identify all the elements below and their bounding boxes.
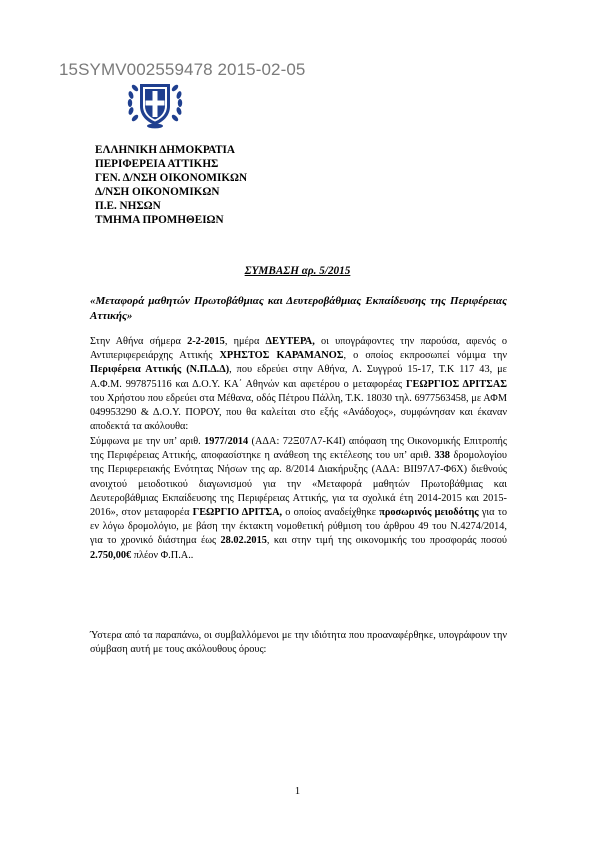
text: δρομολογίου της Περιφερειακής Ενότητας Νήσων της αρ. 8/2014 Διακήρυξης (ΑΔΑ: ΒΙΙ97Λ7-Φ6Χ) διεθνούς ανοιχτού μειοδοτικού διαγωνισμού για την «Μεταφορά μαθητών Πρωτοβάθμιας και Δευτεροβάθμιας Εκπαίδευσης της Περιφέρειας Αττικής, για τα σχολικά έτη 2014-2015 και 2015-2016», στον μεταφορέα: [90, 450, 508, 519]
text: Στην Αθήνα σήμερα: [90, 336, 188, 347]
text: , ο οποίος εκπροσωπεί νόμιμα την: [343, 350, 507, 362]
text: Σύμφωνα με την υπ’ αριθ.: [90, 436, 205, 447]
text: για το εν λόγω δρομολόγιο, με βάση την έκτακτη νομοθετική ρύθμιση του άρθρου 49 του Ν.4274/2014, για το χρονικό διάστημα έως: [90, 507, 507, 547]
weekday: ΔΕΥΤΕΡΑ,: [265, 336, 315, 347]
end-date: 28.02.2015: [220, 535, 267, 547]
intro-paragraph: [90, 335, 507, 434]
terms-intro-paragraph: Ύστερα από τα παραπάνω, οι συμβαλλόμενοι με την ιδιότητα που προαναφέρθηκε, υπογράφουν την σύμβαση αυτή με τους ακόλουθους όρους:: [90, 630, 507, 656]
greek-coat-of-arms-icon: [123, 78, 187, 130]
text: , που εδρεύει στην Αθήνα, Λ. Συγγρού 15-17, Τ.Κ 117 43, με Α.Φ.Μ. 997875116 και Δ.Ο.Υ. ΚΑ΄ Αθηνών και αφετέρου ο μεταφορέας: [90, 364, 507, 390]
authority-name: Περιφέρεια Αττικής (Ν.Π.Δ.Δ): [90, 364, 230, 376]
text: του Χρήστου που εδρεύει στα Μέθανα, οδός Πέτρου Πάλλη, Τ.Κ. 18030 τηλ. 6977563458, με ΑΦΜ 049953290 & Δ.Ο.Υ. ΠΟΡΟΥ, που θα καλείται στο εξής «Ανάδοχος», συμφώνησαν και έκαναν αποδεκτά τα ακόλουθα:: [90, 392, 507, 433]
text: , και στην τιμή της οικονομικής του προσφοράς ποσού: [266, 535, 508, 547]
decision-number: 1977/2014: [204, 436, 249, 447]
contractor-name: ΓΕΩΡΓΙΟ ΔΡΙΤΣΑ,: [192, 507, 283, 519]
document-stamp: 15SYMV002559478 2015-02-05: [59, 60, 306, 79]
contract-subject: «Μεταφορά μαθητών Πρωτοβάθμιας και Δευτεροβάθμιας Εκπαίδευσης της Περιφέρειας Αττικής»: [90, 295, 507, 322]
page-number: 1: [294, 786, 301, 797]
contract-date: 2-2-2015: [187, 336, 225, 347]
issuer-header: [95, 143, 247, 227]
text: ο οποίος αναδείχθηκε: [282, 507, 380, 519]
award-paragraph: [90, 435, 507, 563]
text: πλέον Φ.Π.Α..: [131, 549, 194, 561]
contract-amount: 2.750,00€: [90, 549, 132, 561]
header-line: Π.Ε. ΝΗΣΩΝ: [95, 200, 161, 212]
header-line: ΠΕΡΙΦΕΡΕΙΑ ΑΤΤΙΚΗΣ: [95, 158, 219, 170]
header-line: ΓΕΝ. Δ/ΝΣΗ ΟΙΚΟΝΟΜΙΚΩΝ: [95, 172, 248, 184]
text: (ΑΔΑ: 72Ξ07Λ7-Κ4Ι) απόφαση της Οικονομικής Επιτροπής της Περιφέρειας Αττικής, αποφασίστηκε η ανάθεση της εκτέλεσης του υπ’ αριθ.: [90, 436, 507, 462]
contractor-name: ΓΕΩΡΓΙΟΣ ΔΡΙΤΣΑΣ: [405, 378, 508, 390]
header-line: ΤΜΗΜΑ ΠΡΟΜΗΘΕΙΩΝ: [95, 214, 224, 226]
contract-title: ΣΥΜΒΑΣΗ αρ. 5/2015: [244, 265, 351, 277]
header-line: Δ/ΝΣΗ ΟΙΚΟΝΟΜΙΚΩΝ: [95, 186, 220, 198]
route-number: 338: [434, 450, 450, 462]
text: οι υπογράφοντες την παρούσα, αφενός ο Αντιπεριφερειάρχης Αττικής: [90, 336, 507, 362]
text: , ημέρα: [224, 336, 266, 347]
header-line: ΕΛΛΗΝΙΚΗ ΔΗΜΟΚΡΑΤΙΑ: [95, 144, 235, 156]
signatory-name: ΧΡΗΣΤΟΣ ΚΑΡΑΜΑΝΟΣ: [219, 350, 344, 362]
bidder-status: προσωρινός μειοδότης: [379, 507, 479, 519]
